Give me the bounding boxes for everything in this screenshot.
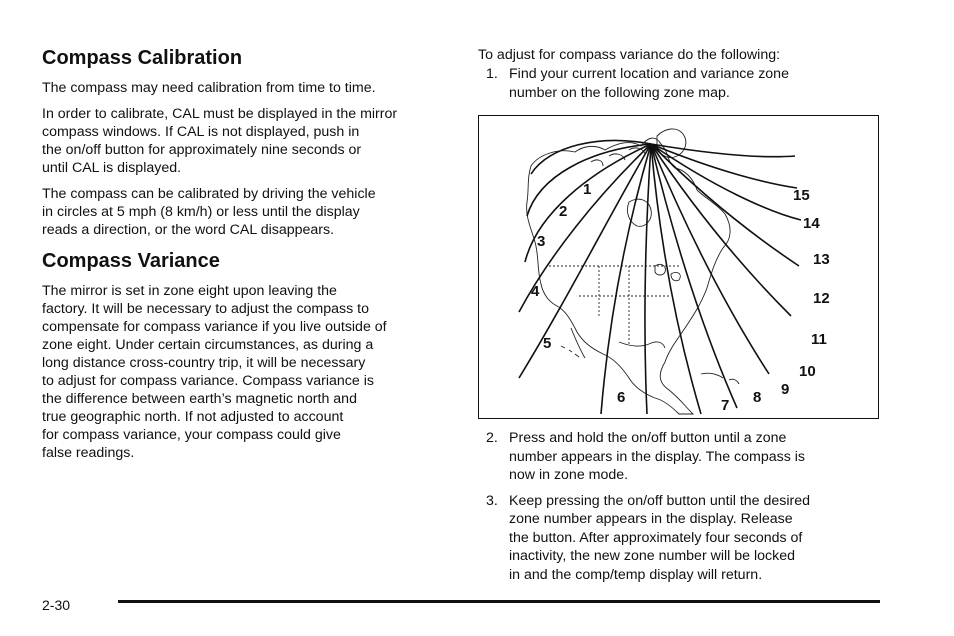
zone-label-8: 8 [753,389,762,406]
zone-map-graphic [479,116,880,420]
text-line: long distance cross-country trip, it will be necessary [42,355,366,371]
zone-label-1: 1 [583,181,592,198]
zone-line [645,144,651,414]
text-line: zone eight. Under certain circumstances, as during a [42,337,374,353]
zone-line [651,144,801,220]
variance-paragraph [42,282,442,462]
text-line: reads a direction, or the word CAL disappears. [42,222,335,238]
variance-heading: Compass Variance [42,250,220,272]
text-line: in circles at 5 mph (8 km/h) or less until the display [42,204,360,220]
calibration-heading: Compass Calibration [42,47,243,69]
north-america-coast [527,138,730,414]
text-line: number appears in the display. The compass is [509,448,805,465]
text-line: the on/off button for approximately nine seconds or [42,142,362,158]
text-line: The compass can be calibrated by driving the vehicle [42,186,376,202]
text-line: the difference between earth’s magnetic north and [42,391,357,407]
left-column [42,46,442,470]
text-line: false readings. [42,445,135,461]
step-number: 2. [486,430,498,446]
step-text [509,492,883,585]
gulf-coast [619,342,665,348]
text-line: factory. It will be necessary to adjust the compass to [42,301,369,317]
zone-label-14: 14 [803,215,820,232]
text-line: until CAL is displayed. [42,160,182,176]
zone-label-10: 10 [799,363,816,380]
text-line: Press and hold the on/off button until a zone [509,430,787,446]
step-text [509,429,883,485]
text-line: Keep pressing the on/off button until the desired [509,492,811,509]
zone-label-15: 15 [793,187,810,204]
step-2 [478,429,883,485]
isogonic-lines [519,141,801,414]
hawaii-islands [561,346,579,357]
text-line: inactivity, the new zone number will be locked [509,548,795,564]
zone-label-13: 13 [813,251,830,268]
step-1 [478,65,883,102]
step-3 [478,492,883,585]
zone-label-4: 4 [531,283,540,300]
calibration-paragraph-2 [42,105,442,177]
zone-label-5: 5 [543,335,552,352]
text-line: for compass variance, your compass could give [42,427,341,443]
zone-line [651,144,795,157]
steps-intro: To adjust for compass variance do the following: [478,47,781,63]
zone-label-7: 7 [721,397,730,414]
text-line: zone number appears in the display. Release [509,511,793,527]
caribbean-islands [701,373,739,384]
text-line: compass windows. If CAL is not displayed, push in [42,124,360,140]
text-line: the button. After approximately four seconds of [509,529,803,546]
page-number: 2-30 [42,597,71,613]
text-line: Find your current location and variance zone [509,66,789,82]
step-text [509,65,883,102]
text-line: now in zone mode. [509,467,629,483]
zone-line [519,144,651,378]
step-number: 1. [486,66,498,82]
text-line: in and the comp/temp display will return. [509,566,763,583]
right-column [478,46,883,109]
steps-continued [478,429,883,591]
calibration-paragraph-1: The compass may need calibration from time to time. [42,80,376,96]
calibration-paragraph-3 [42,185,442,239]
zone-label-9: 9 [781,381,790,398]
zone-label-12: 12 [813,290,830,307]
continent-outline [527,129,739,414]
step-number: 3. [486,492,498,509]
zone-line [651,144,799,266]
text-line: true geographic north. If not adjusted to account [42,409,344,425]
zone-label-6: 6 [617,389,626,406]
zone-label-11: 11 [811,331,827,348]
text-line: compensate for compass variance if you live outside of [42,319,387,335]
zone-label-3: 3 [537,233,546,250]
footer-rule [118,600,880,603]
text-line: to adjust for compass variance. Compass variance is [42,373,374,389]
text-line: In order to calibrate, CAL must be displayed in the mirror [42,106,398,122]
text-line: The mirror is set in zone eight upon leaving the [42,283,337,299]
variance-zone-map [478,115,879,419]
text-line: number on the following zone map. [509,84,730,101]
baja [571,328,585,358]
zone-label-2: 2 [559,203,568,220]
